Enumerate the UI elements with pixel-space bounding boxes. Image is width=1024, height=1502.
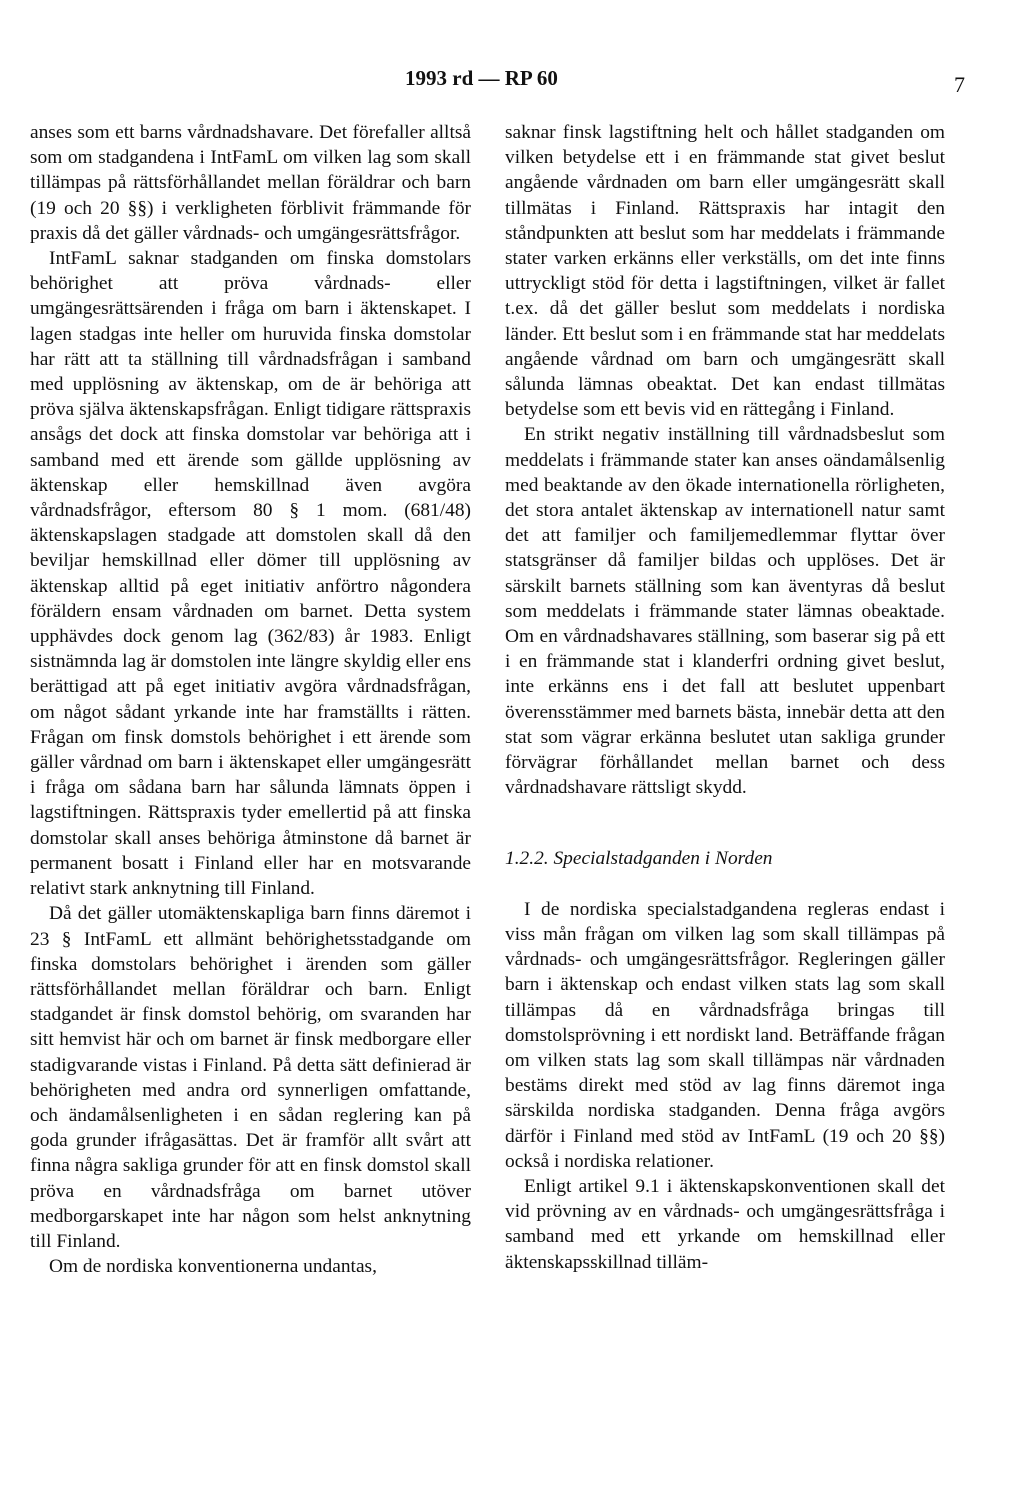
right-column [505, 120, 945, 1275]
running-header-title: 1993 rd — RP 60 [405, 66, 558, 90]
left-paragraph-2: IntFamL saknar stadganden om finska domstolars behörighet att pröva vårdnads- eller umgängesrättsärenden i fråga om barn i äktenskapet. I lagen stadgas inte heller om huruvida finska domstolar har rätt att ta ställning till vårdnadsfrågan i samband med upplösning av äktenskap, om de är behöriga att pröva själva äktenskapsfrågan. Enligt tidigare rättspraxis ansågs det dock att finska domstolar var behöriga att i samband med ett ärende som gällde upplösning av äktenskap eller hemskillnad även avgöra vårdnadsfrågor, eftersom 80 § 1 mom. (681/48) äktenskapslagen stadgade att domstolen skall då den beviljar hemskillnad eller dömer till upplösning av äktenskap alltid på eget initiativ anförtro någondera föräldern ensam vårdnaden om barnet. Detta system upphävdes dock genom lag (362/83) år 1983. Enligt sistnämnda lag är domstolen inte längre skyldig eller ens berättigad att på eget initiativ avgöra vårdnadsfrågan, om något sådant yrkande inte har framställts i rätten. Frågan om finsk domstols behörighet i ett ärende som gäller vårdnad om barn i äktenskapet eller umgängesrätt i fråga om sådana barn har sålunda lämnats öppen i lagstiftningen. Rättspraxis tyder emellertid på att finska domstolar skall anses behöriga åtminstone då barnet är permanent bosatt i Finland eller har en motsvarande relativt stark anknytning till Finland. [30, 248, 471, 900]
right-paragraph-1: saknar finsk lagstiftning helt och hållet stadganden om vilken betydelse ett i en främmande stat givet beslut angående vårdnaden om barn eller umgängesrätt skall tillmätas i Finland. Rättspraxis har intagit den ståndpunkten att beslut som har meddelats i främmande stater varken erkänns eller verkställs, om det inte finns uttryckligt stöd för detta i lagstiftningen, vilket är fallet t.ex. då det gäller beslut som meddelats i nordiska länder. Ett beslut som i en främmande stat har meddelats angående vårdnad om barn och umgängesrätt skall sålunda lämnas obeaktat. Det kan endast tillmätas betydelse som ett bevis vid en rättegång i Finland. [505, 122, 945, 421]
left-paragraph-1: anses som ett barns vårdnadshavare. Det förefaller alltså som om stadgandena i IntFamL om vilken lag som skall tillämpas på rättsförhållandet mellan föräldrar och barn (19 och 20 §§) i verkligheten förblivit främmande för praxis då det gäller vårdnads- och umgängesrättsfrågor. [30, 122, 471, 244]
left-column [30, 120, 471, 1279]
page-header [0, 66, 1024, 96]
section-heading: 1.2.2. Specialstadganden i Norden [505, 848, 773, 870]
right-paragraph-3: I de nordiska specialstadgandena regleras endast i viss mån frågan om vilken lag som skall tillämpas på vårdnads- och umgängesrättsfrågor. Regleringen gäller barn i äktenskap och endast vilken stats lag som skall tillämpas då en vårdnadsfråga bringas till domstolsprövning i ett nordiskt land. Beträffande frågan om vilken stats lag som skall tillämpas när vårdnaden bestäms direkt med stöd av lag finns däremot inga särskilda nordiska stadganden. Denna fråga avgörs därför i Finland med stöd av IntFamL (19 och 20 §§) också i nordiska relationer. [505, 898, 945, 1172]
right-paragraph-4: Enligt artikel 9.1 i äktenskapskonventionen skall det vid prövning av en vårdnads- och umgängesrättsfråga i samband med ett yrkande om hemskillnad eller äktenskapsskillnad tilläm- [505, 1175, 945, 1273]
page-number: 7 [954, 72, 965, 97]
left-paragraph-3: Då det gäller utomäktenskapliga barn finns däremot i 23 § IntFamL ett allmänt behörighetsstadgande om finska domstolars behörighet i ärenden som gäller rättsförhållandet mellan föräldrar och barn. Enligt stadgandet är finsk domstol behörig, om svaranden har sitt hemvist här och om barnet är finsk medborgare eller stadigvarande vistas i Finland. På detta sätt definierad är behörigheten med andra ord synnerligen omfattande, och ändamålsenligheten i en sådan reglering kan på goda grunder ifrågasättas. Det är framför allt svårt att finna några sakliga grunder för att en finsk domstol skall pröva en vårdnadsfråga om barnet utöver medborgarskapet inte har någon som helst anknytning till Finland. [30, 903, 471, 1252]
right-paragraph-2: En strikt negativ inställning till vårdnadsbeslut som meddelats i främmande stater kan anses oändamålsenlig med beaktande av den ökade internationella rörligheten, det stora antalet äktenskap av internationell natur samt det att familjer och familjemedlemmar flyttar över statsgränser då familjer bildas och upplöses. Det är särskilt barnets ställning som kan äventyras då beslut som meddelats i främmande stater lämnas obeaktade. Om en vårdnadshavares ställning, som baserar sig på ett i en främmande stat i klanderfri ordning givet beslut, inte erkänns ens i det fall att beslutet uppenbart överensstämmer med barnets bästa, innebär detta att den stat som vägrar erkänna beslutet utan sakliga grunder förvägrar förhållandet mellan barnet och dess vårdnadshavare rättsligt skydd. [505, 424, 945, 799]
left-paragraph-4: Om de nordiska konventionerna undantas, [49, 1256, 377, 1278]
